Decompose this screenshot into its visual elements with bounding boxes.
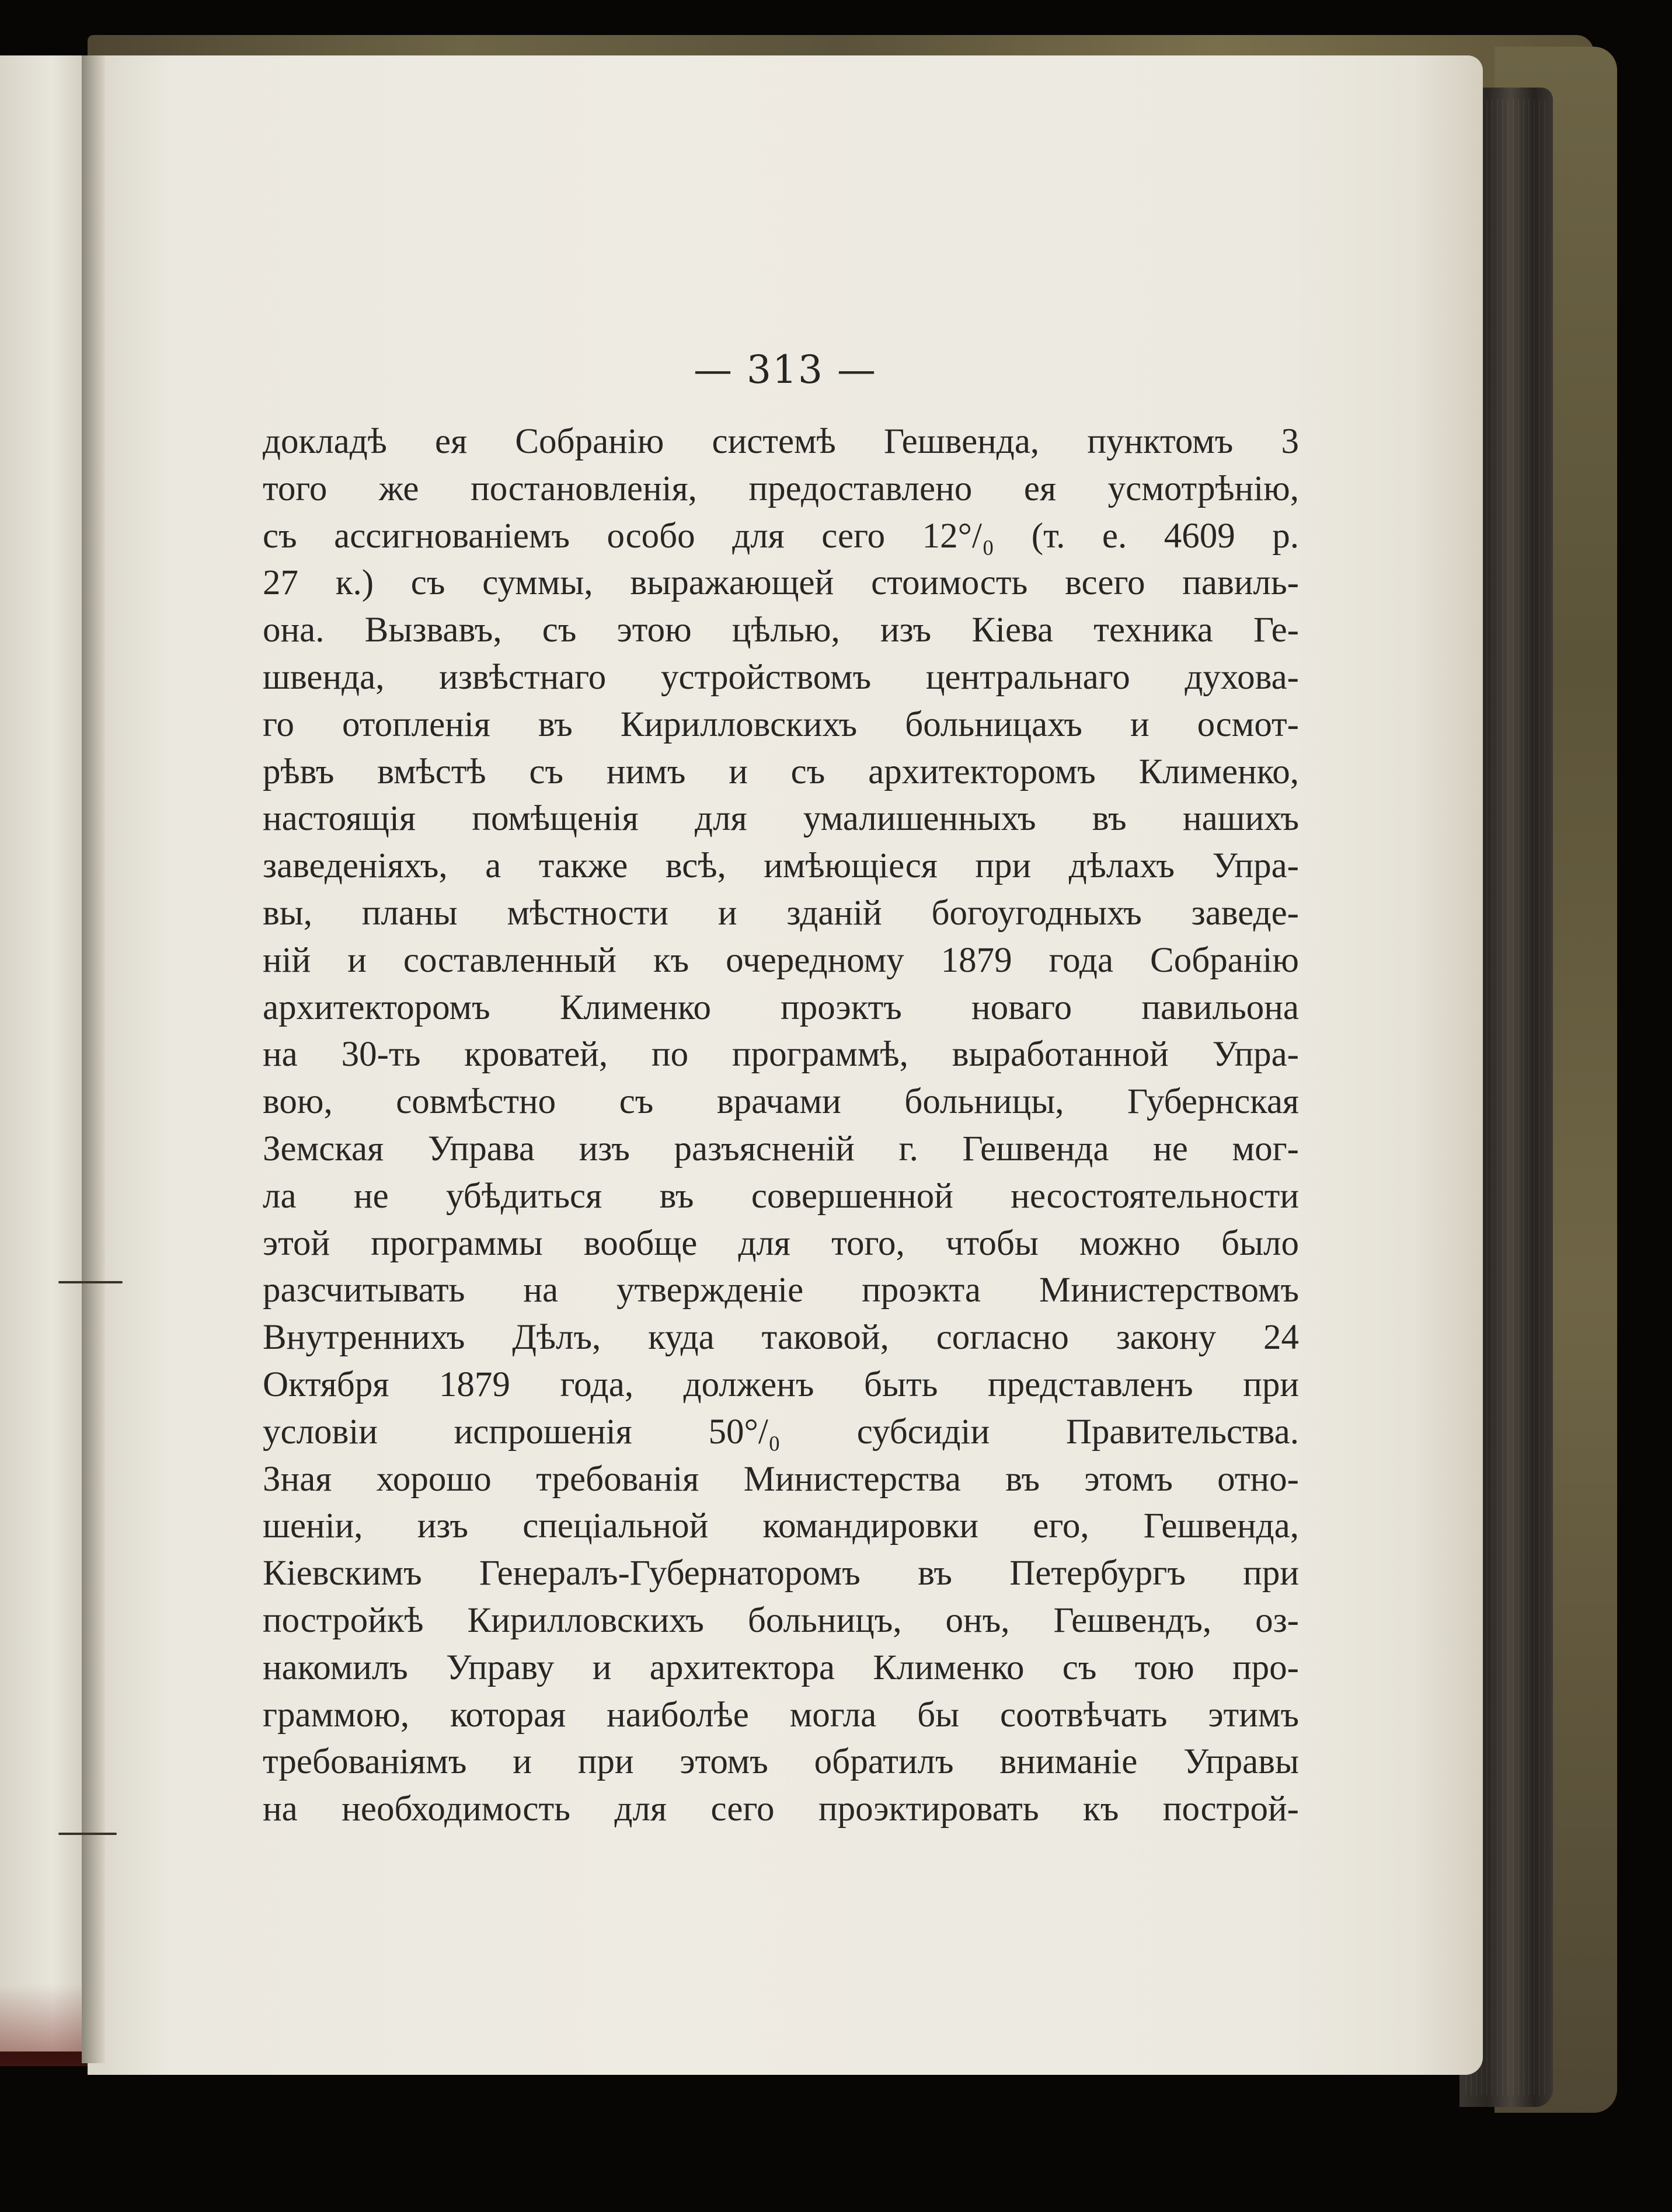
text-line: ла не убѣдиться въ совершенной несостоятельности (263, 1176, 1299, 1216)
text-line: съ ассигнованіемъ особо для сего 12°/₀ (т. е. 4609 р. (263, 516, 1299, 556)
text-line: она. Вызвавъ, съ этою цѣлью, изъ Кіева техника Ге- (263, 610, 1299, 650)
text-line: шеніи, изъ спеціальной командировки его, Гешвенда, (263, 1506, 1299, 1546)
book-gutter (82, 55, 105, 2063)
text-line: Кіевскимъ Генералъ-Губернаторомъ въ Петербургъ при (263, 1554, 1299, 1593)
body-text (263, 418, 1299, 1833)
left-page-shade (0, 1984, 88, 2066)
binding-thread (58, 1833, 117, 1835)
text-line: Зная хорошо требованія Министерства въ этомъ отно- (263, 1459, 1299, 1499)
text-line: Октября 1879 года, долженъ быть представленъ при (263, 1365, 1299, 1404)
page (88, 55, 1483, 2075)
text-line: докладѣ ея Собранію системѣ Гешвенда, пунктомъ 3 (263, 422, 1299, 461)
text-line: 27 к.) съ суммы, выражающей стоимость всего павиль- (263, 563, 1299, 603)
binding-thread (58, 1281, 123, 1283)
text-line: го отопленія въ Кирилловскихъ больницахъ и осмот- (263, 704, 1299, 744)
text-line: условіи испрошенія 50°/₀ субсидіи Правительства. (263, 1412, 1299, 1452)
text-line: заведеніяхъ, а также всѣ, имѣющіеся при дѣлахъ Упра- (263, 846, 1299, 886)
text-line: на необходимость для сего проэктировать къ построй- (263, 1789, 1299, 1829)
page-number: — 313 — (694, 347, 877, 392)
left-page-sliver (0, 55, 88, 2051)
text-line: накомилъ Управу и архитектора Клименко съ тою про- (263, 1648, 1299, 1687)
text-line: того же постановленія, предоставлено ея усмотрѣнію, (263, 469, 1299, 508)
text-line: этой программы вообще для того, чтобы можно было (263, 1223, 1299, 1263)
text-line: вою, совмѣстно съ врачами больницы, Губернская (263, 1082, 1299, 1122)
text-line: архитекторомъ Клименко проэктъ новаго павильона (263, 988, 1299, 1027)
text-line: постройкѣ Кирилловскихъ больницъ, онъ, Гешвендъ, оз- (263, 1600, 1299, 1640)
text-line: Внутреннихъ Дѣлъ, куда таковой, согласно закону 24 (263, 1318, 1299, 1358)
text-line: рѣвъ вмѣстѣ съ нимъ и съ архитекторомъ Клименко, (263, 752, 1299, 791)
text-line: граммою, которая наиболѣе могла бы соотвѣчать этимъ (263, 1695, 1299, 1735)
text-line: требованіямъ и при этомъ обратилъ вниманіе Управы (263, 1742, 1299, 1782)
text-line: ній и составленный къ очередному 1879 года Собранію (263, 940, 1299, 980)
text-line: на 30-ть кроватей, по программѣ, выработанной Упра- (263, 1035, 1299, 1074)
text-line: разсчитывать на утвержденіе проэкта Министерствомъ (263, 1271, 1299, 1310)
text-line: настоящія помѣщенія для умалишенныхъ въ нашихъ (263, 799, 1299, 839)
text-line: швенда, извѣстнаго устройствомъ центральнаго духова- (263, 657, 1299, 697)
text-line: вы, планы мѣстности и зданій богоугодныхъ заведе- (263, 893, 1299, 933)
text-line: Земская Управа изъ разъясненій г. Гешвенда не мог- (263, 1129, 1299, 1168)
